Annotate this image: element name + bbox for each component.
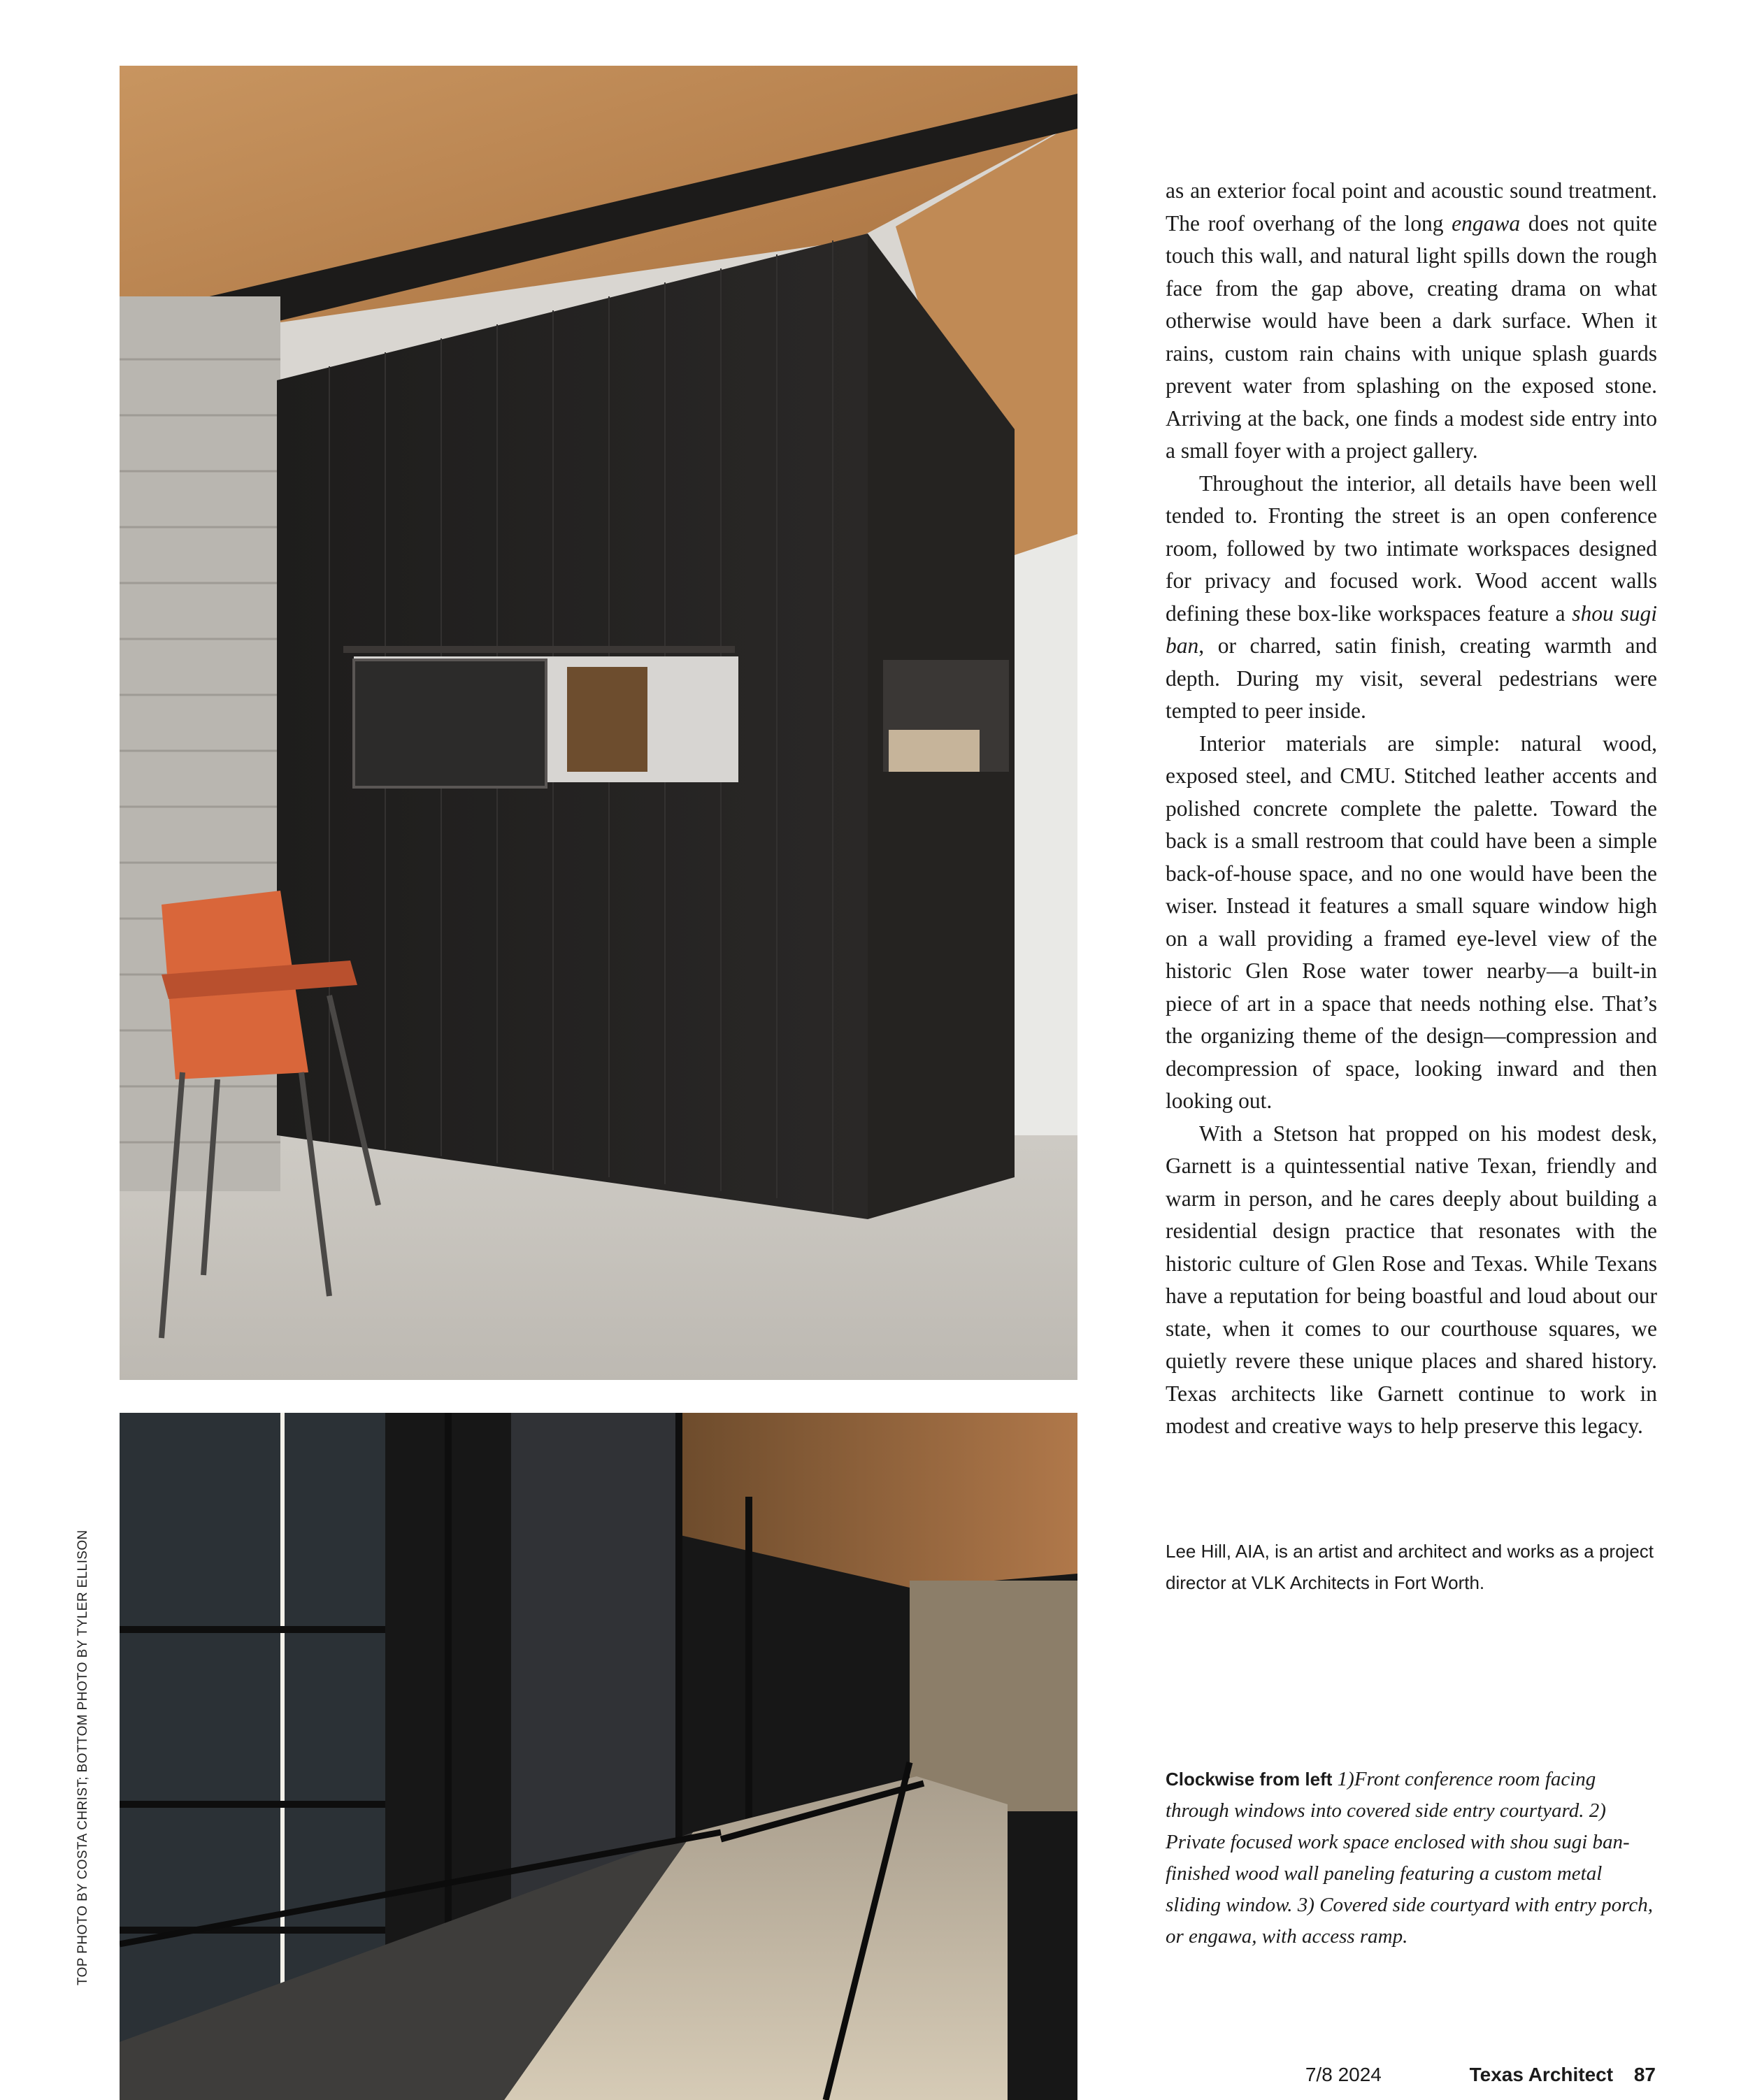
paragraph-text: With a Stetson hat propped on his modest desk, Garnett is a quintessential native Texan, friendly and warm in person, and he cares deeply about building a residential design practice that resonates with the historic culture of Glen Rose and Texas. While Texans have a reputation for being boastful and loud about our state, when it comes to our courthouse squares, we quietly revere these unique places and shared history. Texas architects like Garnett continue to work in modest and creative ways to help preserve this legacy. [1166, 1121, 1657, 1438]
issue-date: 7/8 2024 [1305, 2064, 1382, 2085]
article-paragraph [1166, 175, 1657, 468]
paragraph-text: , or charred, satin finish, creating warmth and depth. During my visit, several pedestrians were tempted to peer inside. [1166, 633, 1657, 723]
paragraph-text: does not quite touch this wall, and natural light spills down the rough face from the gap above, creating drama on what otherwise would have been a dark surface. When it rains, custom rain chains with unique splash guards prevent water from splashing on the exposed stone. Arriving at the back, one finds a modest side entry into a small foyer with a project gallery. [1166, 210, 1657, 463]
paragraph-text: Throughout the interior, all details have been well tended to. Fronting the street is an open conference room, followed by two intimate workspaces designed for privacy and focused work. Wood accent walls defining these box-like workspaces feature a [1166, 470, 1657, 626]
photo-top-workspace [120, 66, 1077, 1380]
paragraph-text: Interior materials are simple: natural wood, exposed steel, and CMU. Stitched leather accents and polished concrete complete the palette. Toward the back is a small restroom that could have been a simple back-of-house space, and no one would have been the wiser. Instead it features a small square window high on a wall providing a framed eye-level view of the historic Glen Rose water tower nearby—a built-in piece of art in a space that needs nothing else. That’s the organizing theme of the design—compression and decompression of space, looking inward and then looking out. [1166, 731, 1657, 1113]
photo-credit: TOP PHOTO BY COSTA CHRIST; BOTTOM PHOTO BY TYLER ELLISON [76, 1530, 90, 1985]
photo-bottom-courtyard [120, 1413, 1077, 2100]
page-footer [1305, 2064, 1656, 2086]
paragraph-text: as an exterior focal point and acoustic sound treatment. The roof overhang of the long [1166, 178, 1657, 236]
author-bio: Lee Hill, AIA, is an artist and architect and works as a project director at VLK Architects in Fort Worth. [1166, 1541, 1654, 1593]
photo-top-drawing [120, 66, 1077, 1380]
caption-text: 1)Front conference room facing through windows into covered side entry courtyard. 2) Private focused work space enclosed with shou sugi ban-finished wood wall paneling featuring a custom metal sliding window. 3) Covered side courtyard with entry porch, or engawa, with access ramp. [1166, 1768, 1654, 1948]
page-number: 87 [1633, 2064, 1656, 2085]
italic-term: shou sugi ban [1166, 600, 1657, 658]
photo-caption [1166, 1764, 1655, 1952]
italic-term: engawa [1452, 210, 1521, 236]
article-paragraph [1166, 728, 1657, 1118]
photo-bottom-drawing [120, 1413, 1077, 2100]
caption-lead: Clockwise from left [1166, 1769, 1333, 1790]
article-body [1166, 175, 1657, 1443]
magazine-name: Texas Architect [1469, 2064, 1614, 2085]
article-paragraph [1166, 1118, 1657, 1443]
article-paragraph [1166, 468, 1657, 728]
